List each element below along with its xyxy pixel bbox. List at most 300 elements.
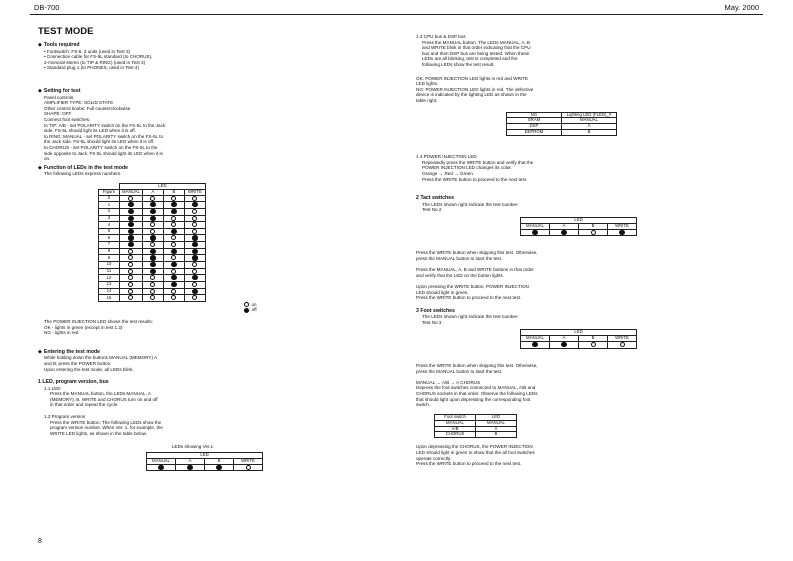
led-cell [142, 288, 163, 295]
led-cell [142, 248, 163, 255]
tools-item: • Standard plug 1 (to PHONES, used in Test 4) [44, 65, 139, 71]
section-3-heading: 3 Foot switches [416, 307, 455, 314]
table-cell: A [562, 124, 617, 130]
section-2-after-line: Press the WRITE button when skipping this test. Otherwise, [416, 250, 538, 256]
column-header: B [163, 189, 184, 195]
led-cell [550, 229, 579, 236]
figure-cell: 2 [99, 208, 120, 215]
led-cell [579, 229, 608, 236]
table-row [99, 228, 206, 235]
led-on-icon [192, 255, 197, 260]
column-header: MANUAL [521, 223, 550, 229]
column-header: A [176, 458, 205, 464]
led-on-icon [171, 249, 176, 254]
led-on-icon [532, 230, 537, 235]
led-cell [120, 268, 143, 275]
led-cell [120, 208, 143, 215]
led-cell [120, 222, 143, 229]
sub-1-2-line: program version number. When Ver. 1, for example, the [50, 425, 163, 431]
figure-cell: 13 [99, 281, 120, 288]
led-on-icon [192, 242, 197, 247]
led-cell [163, 242, 184, 249]
led-group-header: LED [521, 217, 637, 223]
column-header: A [142, 189, 163, 195]
led-on-icon [150, 216, 155, 221]
led-off-icon [128, 269, 133, 274]
table-row [435, 432, 517, 438]
led-cell [579, 342, 608, 349]
led-off-icon [128, 295, 133, 300]
led-on-icon [128, 209, 133, 214]
table-row [99, 235, 206, 242]
column-header: LED [476, 414, 517, 420]
table-row [99, 202, 206, 209]
version-caption: LEDs showing Ver.1 [172, 444, 214, 450]
led-cell [142, 255, 163, 262]
led-cell [184, 281, 205, 288]
section-3-after [416, 363, 586, 408]
figure-cell: 9 [99, 255, 120, 262]
led-on-icon [619, 230, 624, 235]
table-cell: CHORUS [435, 432, 476, 438]
led-cell [142, 268, 163, 275]
figure-cell: 10 [99, 262, 120, 269]
led-on-icon [216, 465, 221, 470]
led-cell [120, 215, 143, 222]
section-1-3-lines [416, 40, 586, 68]
figure-cell: 5 [99, 228, 120, 235]
led-off-icon [128, 289, 133, 294]
section-3-lines [416, 314, 586, 325]
led-off-icon [246, 465, 251, 470]
column-header: A [550, 336, 579, 342]
led-cell [205, 464, 234, 471]
led-on-icon [128, 235, 133, 240]
figure-cell: 1 [99, 202, 120, 209]
section-1-3-line: bus and then DSP bus are being tested. When these [422, 50, 530, 56]
led-off-icon [192, 222, 197, 227]
led-cell [521, 229, 550, 236]
led-off-icon [128, 282, 133, 287]
header-rule [30, 14, 763, 15]
test3-led-table [520, 329, 637, 348]
foot-switch-table [434, 414, 517, 439]
setting-lines [38, 95, 263, 162]
column-header: B [579, 223, 608, 229]
led-on-icon [171, 202, 176, 207]
setting-line: the Jack side. FS-5L should light its LED when it is off. [44, 139, 155, 145]
led-cell [163, 262, 184, 269]
date-label: May. 2000 [724, 3, 759, 12]
led-cell [120, 248, 143, 255]
ng-device-table [506, 112, 617, 137]
power-injection-line: OK - lights in green (except in test 1.3) [44, 324, 123, 330]
table-row [99, 222, 206, 229]
setting-line: AMPLIFIER TYPE: SOLID STATE [44, 100, 114, 106]
figure-cell: 4 [99, 222, 120, 229]
led-on-icon [150, 269, 155, 274]
led-on-icon [128, 242, 133, 247]
setting-heading: ◆ Setting for test [38, 87, 81, 94]
led-cell [163, 228, 184, 235]
setting-line: Panel controls [44, 94, 74, 100]
table-cell: DSP [507, 124, 562, 130]
setting-line: on. [44, 156, 51, 162]
section-2-heading: 2 Tact switches [416, 195, 454, 202]
led-cell [184, 228, 205, 235]
section-1-3-ok-ng [416, 76, 586, 104]
led-off-icon [591, 230, 596, 235]
ok-ng-line: LED lights. [416, 81, 439, 87]
led-on-icon [150, 209, 155, 214]
led-off-icon [128, 249, 133, 254]
section-3-after-line: Depress the foot switches connected to MANUAL, A/B and [416, 385, 536, 391]
led-cell [163, 275, 184, 282]
led-on-icon [128, 222, 133, 227]
section-2-line: Test No.2 [422, 207, 442, 213]
column-header: Lighting LED (FLED)_# [562, 112, 617, 118]
column-header: Foot switch [435, 414, 476, 420]
column-header: MANUAL [147, 458, 176, 464]
led-off-icon [150, 289, 155, 294]
section-3-final-line: operate correctly. [416, 455, 452, 461]
led-group-header: LED [147, 453, 263, 459]
led-cell [184, 242, 205, 249]
section-1-4-line: POWER INJECTION LED changes its color. [422, 165, 512, 171]
section-2-after-line: LED should light in green. [416, 289, 469, 295]
table-cell: MANUAL [435, 420, 476, 426]
led-cell [184, 295, 205, 302]
led-cell [142, 242, 163, 249]
led-cell [142, 208, 163, 215]
led-cell [142, 235, 163, 242]
setting-line: to RING: MANUAL - set POLARITY switch on the FS-5L to [44, 133, 164, 139]
led-on-icon [171, 209, 176, 214]
table-row [99, 262, 206, 269]
section-3-final-line: Upon depressing the CHORUS, the POWER INJECTION [416, 444, 533, 450]
led-cell [120, 242, 143, 249]
section-1-4-heading: 1.4 POWER INJECTION LED [416, 154, 477, 160]
figure-cell: 0 [99, 195, 120, 202]
led-cell [163, 295, 184, 302]
sub-1-1-line: (MEMORY), B, WRITE and CHORUS turn on and off [50, 396, 158, 402]
table-row [99, 275, 206, 282]
led-on-icon [192, 202, 197, 207]
led-off-icon [150, 196, 155, 201]
led-on-icon [150, 255, 155, 260]
section-1-4-line: Press the WRITE button to proceed to the next test. [422, 176, 528, 182]
tools-list [38, 49, 263, 71]
led-cell [184, 215, 205, 222]
table-row [99, 295, 206, 302]
led-cell [184, 268, 205, 275]
led-cell [163, 222, 184, 229]
led-off-icon [192, 196, 197, 201]
led-on-icon [192, 249, 197, 254]
led-on-icon [128, 229, 133, 234]
table-cell: A/B [435, 426, 476, 432]
figure-cell: 7 [99, 242, 120, 249]
led-off-icon [171, 235, 176, 240]
led-off-icon [150, 222, 155, 227]
figure-cell: 15 [99, 295, 120, 302]
figure-cell: 14 [99, 288, 120, 295]
table-cell: MANUAL [476, 420, 517, 426]
led-cell [120, 202, 143, 209]
tools-item: 2-monoral-stereo (to TIP & RING) (used in Test 3) [44, 59, 146, 65]
led-cell [163, 281, 184, 288]
power-injection-line: NG - lights in red [44, 330, 79, 336]
led-on-icon [150, 262, 155, 267]
section-1-4-lines [416, 160, 586, 182]
section-3-after-line: CHORUS sockets in that order. Observe the following LEDs [416, 390, 538, 396]
led-off-icon [150, 229, 155, 234]
led-figure-table [98, 183, 206, 302]
led-on-icon [150, 249, 155, 254]
led-cell [120, 275, 143, 282]
led-cell [184, 235, 205, 242]
led-cell [120, 255, 143, 262]
setting-line: side. FS-5L should light its LED when it is off. [44, 128, 136, 134]
setting-line: to CHORUS - set POLARITY switch on the FS-5L to the [44, 144, 158, 150]
section-3-final [416, 444, 586, 466]
led-off-icon [192, 269, 197, 274]
led-off-icon [128, 255, 133, 260]
led-cell [184, 255, 205, 262]
led-cell [550, 342, 579, 349]
figure-cell: 12 [99, 275, 120, 282]
table-row [147, 464, 263, 471]
right-column [416, 34, 629, 467]
led-on-icon [561, 230, 566, 235]
led-on-icon [532, 342, 537, 347]
section-2-line: The LEDs shown right indicate the test number. [422, 201, 519, 207]
left-column [38, 26, 263, 471]
led-off-icon [192, 209, 197, 214]
figure-cell: 3 [99, 215, 120, 222]
led-off-icon [192, 262, 197, 267]
section-3-line: The LEDs shown right indicate the test number. [422, 314, 519, 320]
section-1-4-line: Repeatedly press the WRITE button and verify that the [422, 159, 534, 165]
tools-heading: ◆ Tools required [38, 42, 80, 48]
sub-1-1-lines [38, 391, 263, 408]
led-cell [142, 262, 163, 269]
led-cell [184, 222, 205, 229]
table-row [521, 342, 637, 349]
led-cell [120, 228, 143, 235]
led-cell [184, 288, 205, 295]
led-cell [163, 268, 184, 275]
bullet-diamond-icon: ◆ [38, 164, 42, 171]
led-cell [163, 288, 184, 295]
led-cell [184, 208, 205, 215]
led-on-icon [192, 235, 197, 240]
table-row [99, 288, 206, 295]
figure-cell: 6 [99, 235, 120, 242]
table-cell: MANUAL [562, 118, 617, 124]
bullet-diamond-icon: ◆ [38, 348, 42, 355]
figure-cell: 11 [99, 268, 120, 275]
led-cell [142, 275, 163, 282]
power-injection-lines [38, 319, 263, 336]
bullet-diamond-icon: ◆ [38, 42, 42, 48]
entering-line: Upon entering the test mode, all LEDs blink. [44, 366, 134, 372]
ok-ng-line: OK: POWER INJECTION LED lights in red and WRITE [416, 75, 529, 81]
led-on-icon [158, 465, 163, 470]
led-off-icon [192, 229, 197, 234]
led-cell [184, 202, 205, 209]
led-off-icon [192, 282, 197, 287]
power-injection-line: The POWER INJECTION LED shows the test results: [44, 318, 154, 324]
led-on-icon [171, 275, 176, 280]
table-cell: SRAM [507, 118, 562, 124]
led-cell [608, 229, 637, 236]
led-on-icon [150, 235, 155, 240]
led-cell [163, 202, 184, 209]
page-number: 8 [38, 538, 42, 545]
led-on-icon [171, 229, 176, 234]
led-legend: : on : off [244, 302, 263, 313]
setting-line: to TIP: A/B - set POLARITY switch on the FS-5L to the Jack [44, 122, 166, 128]
section-2-lines [416, 202, 586, 213]
column-header: MANUAL [120, 189, 143, 195]
table-row [99, 255, 206, 262]
led-off-icon [171, 269, 176, 274]
led-off-icon [171, 289, 176, 294]
led-cell [120, 281, 143, 288]
led-off-icon [150, 275, 155, 280]
led-cell [521, 342, 550, 349]
section-3-after-line: that should light upon depressing the corresponding foot [416, 396, 531, 402]
setting-line: SHAPE: OFF [44, 111, 72, 117]
setting-line: side opposite to Jack. FS-5L should light its LED when it is [44, 150, 163, 156]
sub-1-2-heading: 1.2 Program version [44, 414, 86, 420]
led-off-icon [150, 242, 155, 247]
led-off-icon [171, 196, 176, 201]
test2-led-table [520, 217, 637, 236]
led-cell [234, 464, 263, 471]
led-cell [163, 235, 184, 242]
column-header: WRITE [234, 458, 263, 464]
figure-cell: 8 [99, 248, 120, 255]
led-off-icon [128, 262, 133, 267]
entering-line: While holding down the buttons MANUAL (MEMORY) A [44, 355, 158, 361]
section-1-3-line: LEDs are all blinking, test is completed and the [422, 56, 518, 62]
led-cell [142, 202, 163, 209]
led-cell [163, 208, 184, 215]
led-off-icon [128, 275, 133, 280]
section-1-3-line: Press the MANUAL button. The LEDs MANUAL, A, B [422, 39, 530, 45]
section-2-after [416, 250, 586, 300]
column-header: NG [507, 112, 562, 118]
led-cell [120, 235, 143, 242]
setting-line: Connect foot switches: [44, 116, 91, 122]
led-off-icon [171, 242, 176, 247]
led-group-header: LED [120, 183, 206, 189]
sub-1-1-line: Press the MANUAL button, the LEDs MANUAL, A [50, 391, 151, 397]
model-label: DB-700 [34, 3, 60, 12]
sub-1-2-lines [38, 420, 263, 437]
section-2-after-line: press the MANUAL button to start the test. [416, 255, 503, 261]
table-cell: B [476, 432, 517, 438]
function-heading: ◆ Function of LEDs in the test mode [38, 164, 129, 171]
led-cell [142, 222, 163, 229]
sub-1-1-heading: 1.1 LED [44, 385, 61, 391]
led-cell [163, 255, 184, 262]
led-cell [120, 288, 143, 295]
led-on-icon [192, 289, 197, 294]
led-cell [184, 248, 205, 255]
led-on-icon [128, 202, 133, 207]
led-off-icon [150, 282, 155, 287]
section-3-final-line: LED should light in green to show that the all foot switches [416, 449, 535, 455]
section-3-after-line: Press the WRITE button when skipping this test. Otherwise, [416, 362, 538, 368]
led-on-icon [192, 275, 197, 280]
led-off-icon [620, 342, 625, 347]
entering-heading: ◆ Entering the test mode [38, 348, 101, 355]
table-cell: B [562, 130, 617, 136]
ok-ng-line: NG: POWER INJECTION LED lights in red. The defective [416, 86, 534, 92]
led-cell [120, 262, 143, 269]
led-off-icon [171, 295, 176, 300]
column-header: WRITE [184, 189, 205, 195]
ok-ng-line: table right. [416, 97, 438, 103]
tools-item: • Connection cable for FS-5L standard (to CHORUS), [44, 54, 153, 60]
led-on-icon [561, 342, 566, 347]
led-cell [142, 215, 163, 222]
ok-ng-line: device is indicated by the lighting LED as shown in the [416, 92, 527, 98]
table-row [507, 130, 617, 136]
sub-1-1-line: in that order and repeat the cycle. [50, 402, 119, 408]
entering-lines [38, 355, 263, 372]
led-on-icon [187, 465, 192, 470]
column-header: B [205, 458, 234, 464]
led-on-icon [128, 216, 133, 221]
section1-heading: 1 LED, program version, bus [38, 379, 109, 386]
section-3-after-line: switch. [416, 402, 431, 408]
led-cell [120, 295, 143, 302]
table-row [99, 215, 206, 222]
led-cell [184, 262, 205, 269]
version-led-table [146, 452, 263, 471]
led-cell [176, 464, 205, 471]
section-3-line: Test No.3 [422, 319, 442, 325]
column-header: MANUAL [521, 336, 550, 342]
table-row [521, 229, 637, 236]
section-1-3-heading: 1.3 CPU bus & DSP bus [416, 34, 466, 39]
led-cell [147, 464, 176, 471]
led-cell [142, 228, 163, 235]
led-off-icon [192, 295, 197, 300]
led-off-icon [192, 216, 197, 221]
section-2-after-line: Upon pressing the WRITE button, POWER INJECTION [416, 283, 529, 289]
table-cell: A [476, 426, 517, 432]
led-off-icon [150, 295, 155, 300]
led-off-icon [591, 342, 596, 347]
column-header: Figure [99, 189, 120, 195]
column-header: A [550, 223, 579, 229]
led-off-icon [171, 222, 176, 227]
table-row [99, 208, 206, 215]
led-figure-table-wrap [98, 183, 263, 313]
sub-1-2-line: Press the WRITE button. The following LEDs show the [50, 419, 162, 425]
led-cell [608, 342, 637, 349]
section-1-3-line: following LEDs show the test result. [422, 61, 495, 67]
section-3-after-line: MANUAL → A/B → A CHORUS [416, 379, 481, 385]
led-off-icon [171, 216, 176, 221]
column-header: WRITE [608, 336, 637, 342]
led-cell [184, 275, 205, 282]
